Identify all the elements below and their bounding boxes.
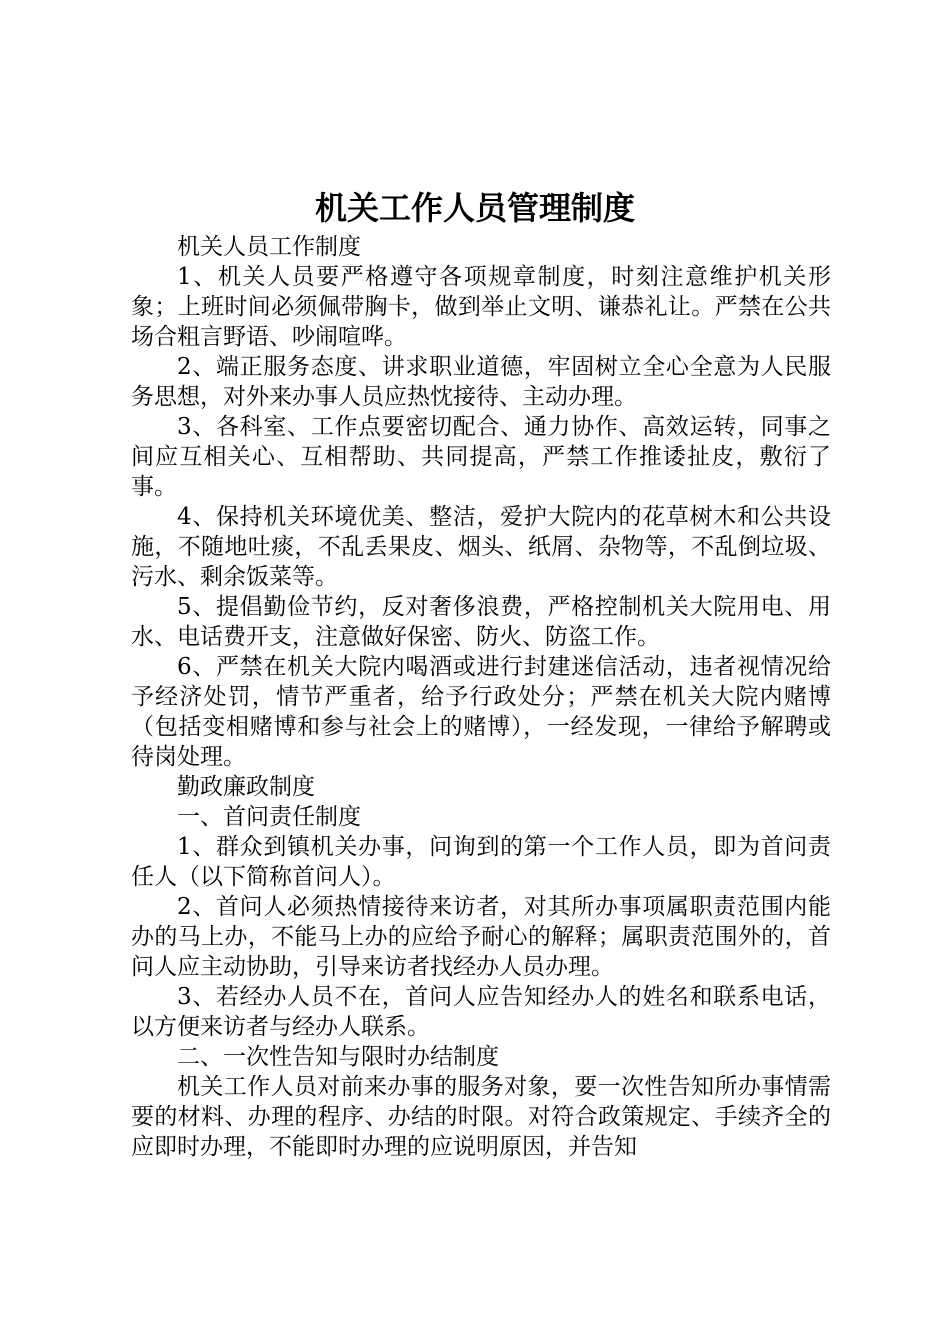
subsection-heading: 二、一次性告知与限时办结制度 bbox=[177, 1044, 499, 1070]
paragraph: 6、严禁在机关大院内喝酒或进行封建迷信活动，违者视情况给予经济处罚，情节严重者，给予行政处分；严禁在机关大院内赌博（包括变相赌博和参与社会上的赌博），一经发现，一律给予解聘或待岗处理。 bbox=[131, 654, 831, 770]
paragraph: 1、群众到镇机关办事，问询到的第一个工作人员，即为首问责任人（以下简称首问人）。 bbox=[131, 834, 831, 890]
paragraph: 3、若经办人员不在，首问人应告知经办人的姓名和联系电话，以方便来访者与经办人联系。 bbox=[131, 984, 831, 1040]
paragraph: 2、端正服务态度、讲求职业道德，牢固树立全心全意为人民服务思想，对外来办事人员应热忱接待、主动办理。 bbox=[131, 354, 831, 410]
document-body bbox=[131, 232, 831, 1162]
paragraph: 3、各科室、工作点要密切配合、通力协作、高效运转，同事之间应互相关心、互相帮助、共同提高，严禁工作推诿扯皮，敷衍了事。 bbox=[131, 414, 831, 500]
subsection-heading: 一、首问责任制度 bbox=[177, 804, 361, 830]
paragraph: 1、机关人员要严格遵守各项规章制度，时刻注意维护机关形象；上班时间必须佩带胸卡，做到举止文明、谦恭礼让。严禁在公共场合粗言野语、吵闹喧哗。 bbox=[131, 264, 831, 350]
section-heading: 勤政廉政制度 bbox=[177, 774, 315, 800]
paragraph: 机关工作人员对前来办事的服务对象，要一次性告知所办事情需要的材料、办理的程序、办结的时限。对符合政策规定、手续齐全的应即时办理，不能即时办理的应说明原因，并告知 bbox=[131, 1074, 831, 1160]
paragraph: 4、保持机关环境优美、整洁，爱护大院内的花草树木和公共设施，不随地吐痰，不乱丢果皮、烟头、纸屑、杂物等，不乱倒垃圾、污水、剩余饭菜等。 bbox=[131, 504, 831, 590]
section-heading: 机关人员工作制度 bbox=[177, 234, 361, 260]
document-title: 机关工作人员管理制度 bbox=[314, 189, 635, 227]
paragraph: 5、提倡勤俭节约，反对奢侈浪费，严格控制机关大院用电、用水、电话费开支，注意做好保密、防火、防盗工作。 bbox=[131, 594, 831, 650]
paragraph: 2、首问人必须热情接待来访者，对其所办事项属职责范围内能办的马上办，不能马上办的应给予耐心的解释；属职责范围外的，首问人应主动协助，引导来访者找经办人员办理。 bbox=[131, 894, 831, 980]
